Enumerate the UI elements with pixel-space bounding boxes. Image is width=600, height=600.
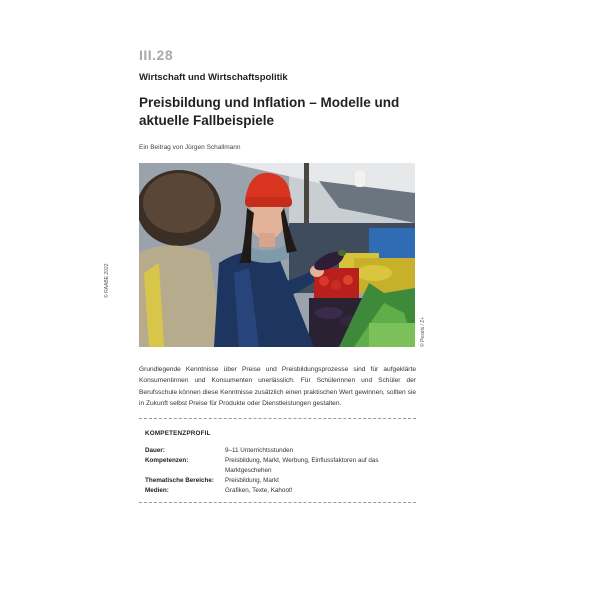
competence-profile-box: [139, 418, 416, 503]
author-line: Ein Beitrag von Jürgen Schallmann: [139, 144, 241, 151]
category-heading: Wirtschaft und Wirtschaftspolitik: [139, 72, 288, 83]
profile-row-label: Medien:: [145, 487, 169, 494]
profile-row-value: Preisbildung, Markt, Werbung, Einflussfaktoren auf das Marktgeschehen: [225, 457, 379, 474]
photo-credit: © Pexels / Z+: [420, 316, 426, 347]
market-photo: [139, 163, 415, 347]
profile-row-value: Grafiken, Texte, Kahoot!: [225, 487, 293, 494]
copyright-note: © RAABE 2022: [104, 263, 110, 298]
intro-paragraph: Grundlegende Kenntnisse über Preise und Preisbildungsprozesse sind für aufgeklärte Konsumentinnen und Konsumenten unerlässlich. Für Schülerinnen und Schüler der Berufsschule können diese Kenntnisse zusätzlich einen praktischen Wert gewinnen, sollten sie in Zukunft selbst Preise für Produkte oder Dienstleistungen gestalten.: [139, 366, 416, 408]
page-title: Preisbildung und Inflation – Modelle und aktuelle Fallbeispiele: [139, 95, 400, 128]
profile-row-label: Dauer:: [145, 447, 165, 454]
profile-row-value: Preisbildung, Markt: [225, 477, 279, 484]
section-number: III.28: [139, 47, 174, 63]
profile-row-label: Thematische Bereiche:: [145, 477, 214, 484]
profile-heading: KOMPETENZPROFIL: [145, 430, 211, 437]
profile-row-value: 9–11 Unterrichtsstunden: [225, 447, 294, 454]
profile-row-label: Kompetenzen:: [145, 457, 189, 464]
